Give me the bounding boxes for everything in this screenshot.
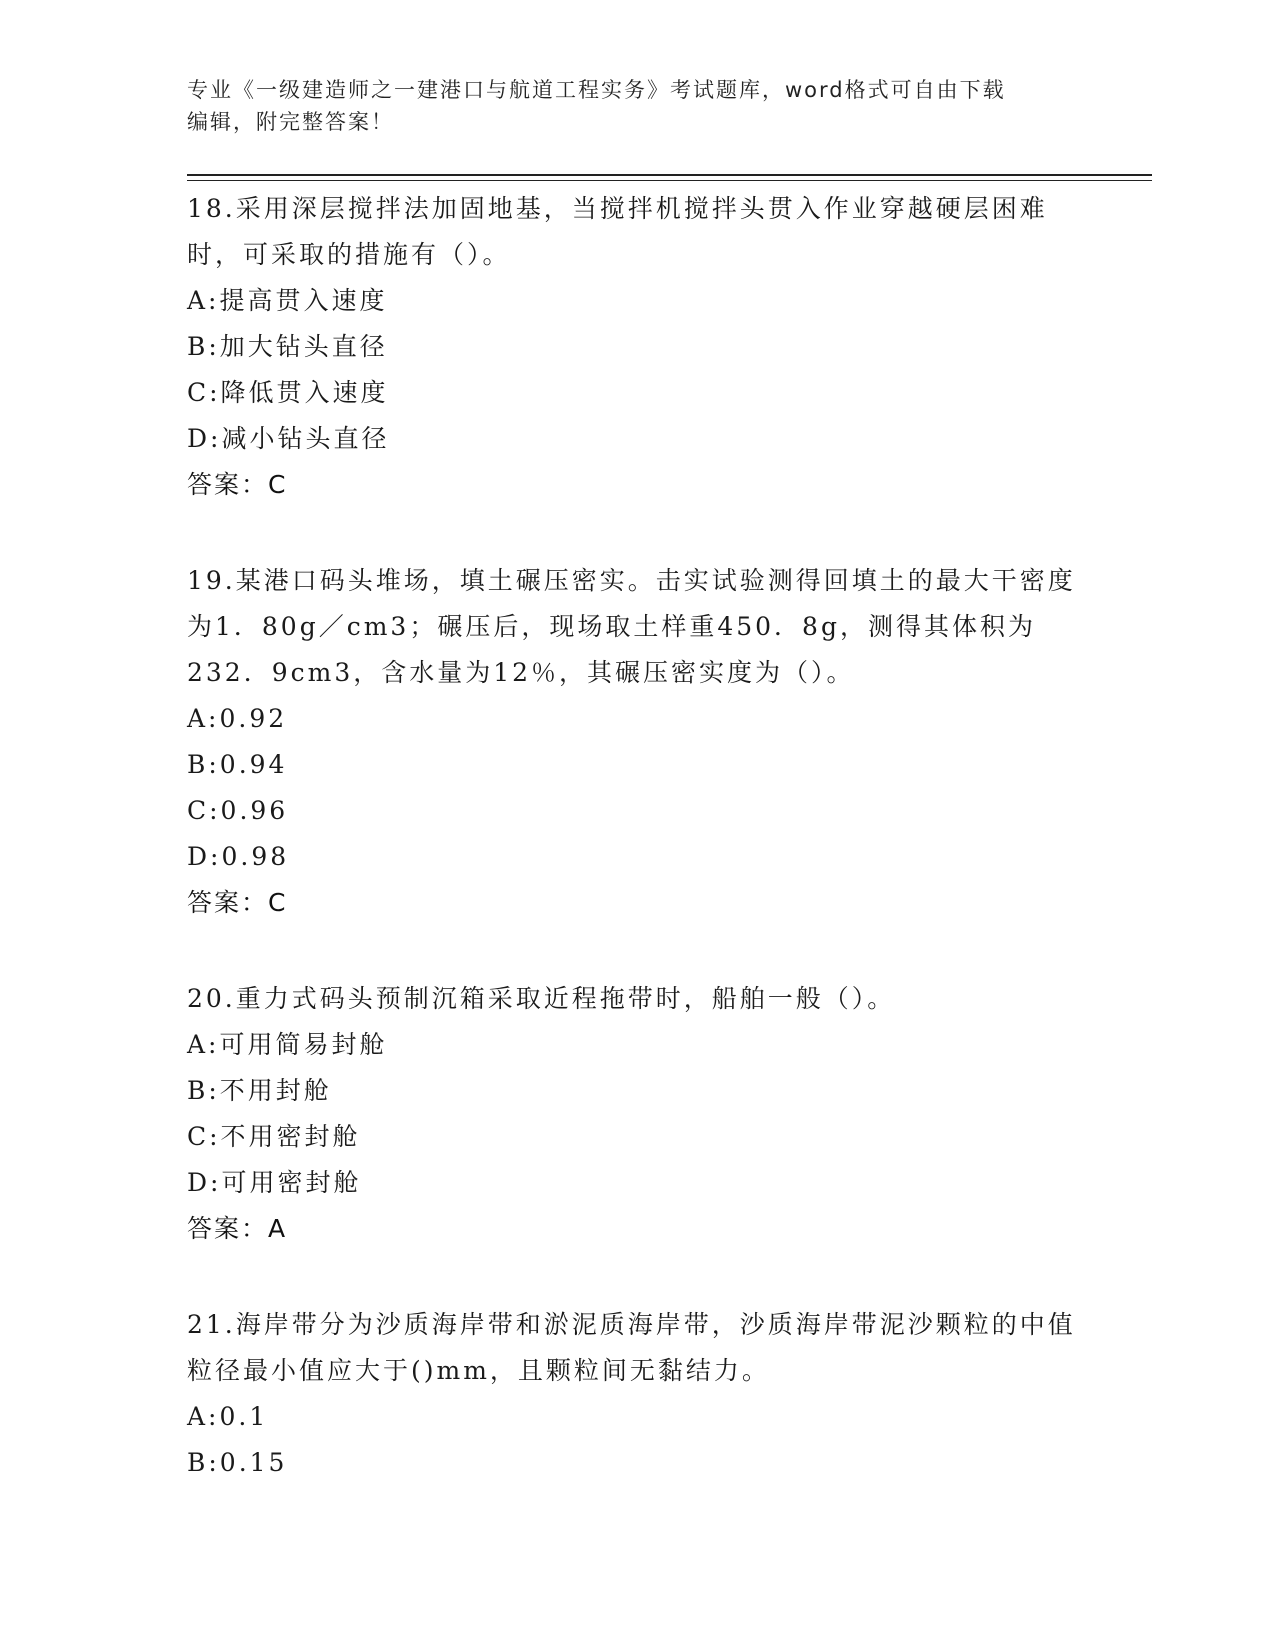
question-text: 18.采用深层搅拌法加固地基，当搅拌机搅拌头贯入作业穿越硬层困难时，可采取的措施有（）。 [187,194,1048,269]
answer-line: 答案：C [187,470,288,499]
question-20 [187,976,1087,1252]
option-c: C:0.96 [187,796,289,825]
option-c: C:降低贯入速度 [187,378,389,407]
header-divider-thin [187,180,1152,181]
question-21 [187,1302,1087,1486]
option-d: D:减小钻头直径 [187,424,390,453]
option-d: D:可用密封舱 [187,1168,362,1197]
question-text: 19.某港口码头堆场，填土碾压密实。击实试验测得回填土的最大干密度为1．80g／cm3；碾压后，现场取土样重450．8g，测得其体积为232．9cm3，含水量为12％，其碾压密实度为（）。 [187,566,1076,687]
option-c: C:不用密封舱 [187,1122,361,1151]
option-b: B:0.94 [187,750,288,779]
header-line-2: 编辑，附完整答案！ [187,110,394,134]
answer-line: 答案：A [187,1214,288,1243]
question-text: 20.重力式码头预制沉箱采取近程拖带时，船舶一般（）。 [187,984,896,1013]
document-header [187,74,1087,138]
option-a: A:0.92 [187,704,288,733]
option-b: B:0.15 [187,1448,288,1477]
option-a: A:可用简易封舱 [187,1030,388,1059]
option-d: D:0.98 [187,842,290,871]
question-text: 21.海岸带分为沙质海岸带和淤泥质海岸带，沙质海岸带泥沙颗粒的中值粒径最小值应大于()mm，且颗粒间无黏结力。 [187,1310,1076,1385]
option-a: A:提高贯入速度 [187,286,388,315]
option-b: B:不用封舱 [187,1076,332,1105]
header-divider-thick [187,174,1152,176]
question-18 [187,186,1087,508]
option-a: A:0.1 [187,1402,269,1431]
answer-line: 答案：C [187,888,288,917]
header-line-1: 专业《一级建造师之一建港口与航道工程实务》考试题库，word格式可自由下载 [187,78,1006,102]
option-b: B:加大钻头直径 [187,332,388,361]
question-list [187,186,1087,1536]
question-19 [187,558,1087,926]
